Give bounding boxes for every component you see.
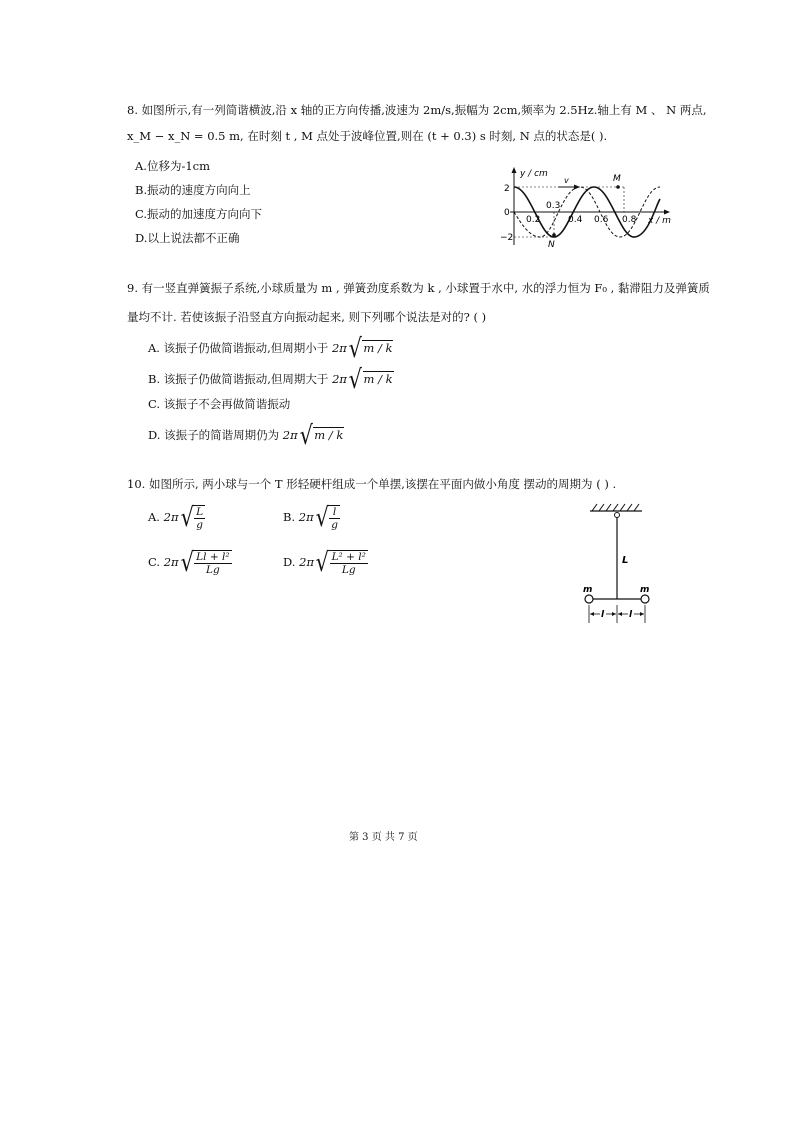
label-l-right: l — [629, 610, 633, 620]
q10-pendulum-figure — [578, 503, 658, 628]
label-m-left: m — [583, 585, 593, 595]
y-tick-0: 0 — [504, 208, 510, 218]
ball-right — [641, 595, 649, 603]
label-m: M — [613, 174, 621, 184]
q8-option-b: B.振动的速度方向向上 — [135, 183, 251, 197]
q8-wave-figure — [500, 165, 680, 250]
q9-option-d: D. 该振子的简谐周期仍为 2π√ m / k — [148, 421, 344, 451]
pivot — [615, 513, 620, 518]
q9-stem-line2: 量均不计. 若使该振子沿竖直方向振动起来, 则下列哪个说法是对的? ( ) — [127, 310, 487, 324]
y-tick-2: 2 — [504, 184, 510, 194]
q10-option-b: B. 2π√ $\frac{l}{g}$ — [283, 503, 338, 533]
y-tick-neg2: −2 — [500, 233, 514, 243]
page-footer: 第 3 页 共 7 页 — [349, 832, 418, 843]
label-l-left: l — [601, 610, 605, 620]
q10-option-c: C. 2π√ $\frac{\text{Ll + l²}}{Lg}$ — [148, 548, 230, 578]
q8-stem-line1: 8. 如图所示,有一列简谐横波,沿 x 轴的正方向传播,波速为 2m/s,振幅为 2cm,频率为 2.5Hz.轴上有 M 、 N 两点, — [127, 103, 707, 117]
q9-option-c: C. 该振子不会再做简谐振动 — [148, 397, 291, 411]
velocity-arrow-icon — [574, 185, 580, 190]
ceiling-hatch — [592, 504, 639, 511]
label-L: L — [622, 555, 629, 566]
x-axis-arrow-icon — [664, 210, 670, 215]
q10-option-a: A. 2π√ $\frac{L}{g}$ — [148, 503, 204, 533]
x-tick-0.3: 0.3 — [546, 201, 561, 211]
x-tick-0.4: 0.4 — [568, 215, 583, 225]
y-axis-arrow-icon — [512, 167, 517, 173]
ball-left — [585, 595, 593, 603]
q9-option-b: B. 该振子仍做简谐振动,但周期大于 2π√ m / k — [148, 365, 393, 395]
q8-stem-line2: x_M − x_N = 0.5 m, 在时刻 t , M 点处于波峰位置,则在 (t + 0.3) s 时刻, N 点的状态是( ). — [127, 129, 608, 143]
q10-stem: 10. 如图所示, 两小球与一个 T 形轻硬杆组成一个单摆,该摆在平面内做小角度 摆动的周期为 ( ) . — [127, 477, 617, 491]
label-n: N — [548, 240, 555, 250]
q8-option-d: D.以上说法都不正确 — [135, 231, 240, 245]
x-tick-0.8: 0.8 — [622, 215, 637, 225]
q9-stem-line1: 9. 有一竖直弹簧振子系统,小球质量为 m , 弹簧劲度系数为 k , 小球置于水中, 水的浮力恒为 F₀ , 黏滞阻力及弹簧质 — [127, 281, 710, 295]
y-axis-label: y / cm — [520, 169, 548, 179]
x-axis-label: x / m — [648, 216, 671, 226]
q9-option-a: A. 该振子仍做简谐振动,但周期小于 2π√ m / k — [148, 334, 393, 364]
point-m — [616, 185, 620, 189]
q8-option-c: C.振动的加速度方向向下 — [135, 207, 263, 221]
label-m-right: m — [640, 585, 650, 595]
q8-option-a: A.位移为-1cm — [135, 159, 211, 173]
point-n — [552, 233, 556, 237]
x-tick-0.6: 0.6 — [594, 215, 609, 225]
x-tick-0.2: 0.2 — [526, 215, 541, 225]
q10-option-d: D. 2π√ $\frac{\text{L² + l²}}{Lg}$ — [283, 548, 366, 578]
velocity-label: v — [564, 176, 569, 185]
